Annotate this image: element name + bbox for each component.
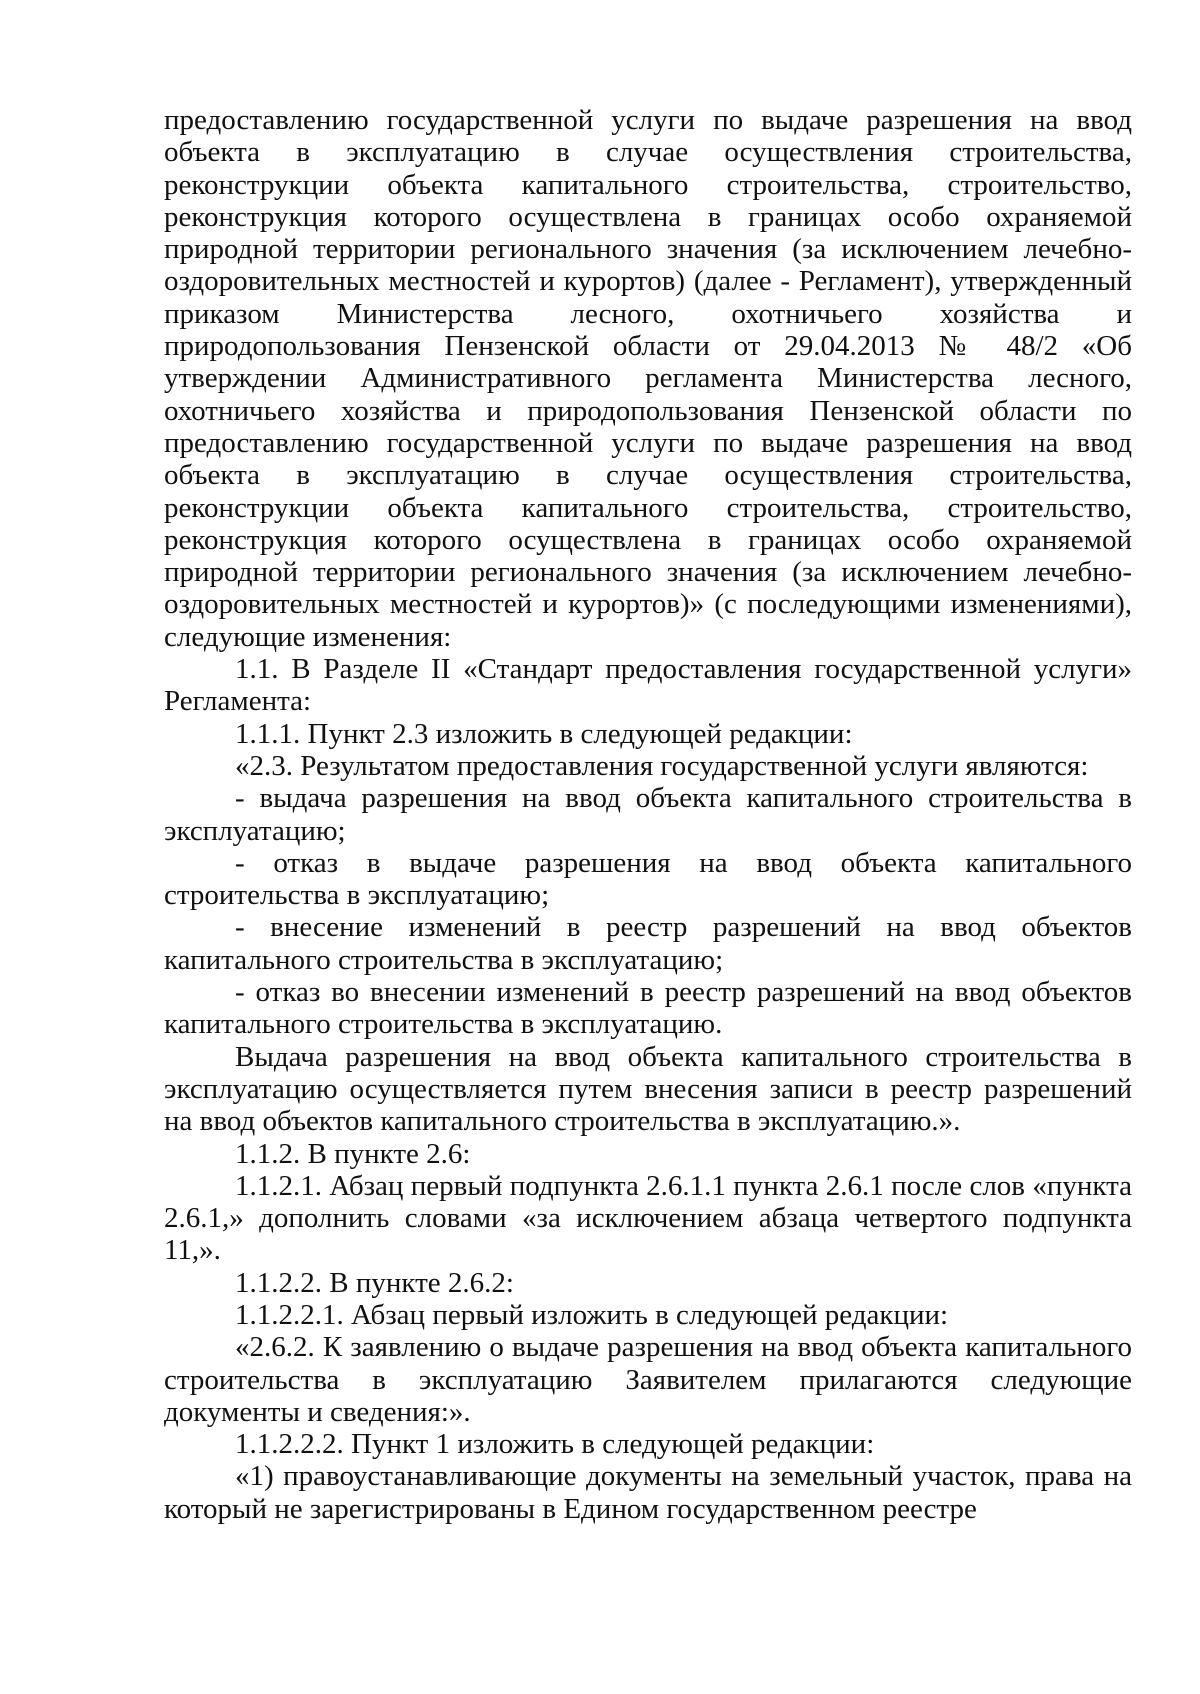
paragraph-permit-issuance: Выдача разрешения на ввод объекта капитального строительства в эксплуатацию осуществляется путем внесения записи в реестр разрешений на ввод объектов капитального строительства в эксплуатацию.». bbox=[164, 1040, 1132, 1138]
paragraph-1-1-2-1: 1.1.2.1. Абзац первый подпункта 2.6.1.1 пункта 2.6.1 после слов «пункта 2.6.1,» дополнить словами «за исключением абзаца четвертого подпункта 11,». bbox=[164, 1169, 1132, 1267]
list-item-refusal-registry-changes: - отказ во внесении изменений в реестр разрешений на ввод объектов капитального строительства в эксплуатацию. bbox=[164, 976, 1132, 1041]
paragraph-2-3: «2.3. Результатом предоставления государственной услуги являются: bbox=[235, 749, 1089, 782]
list-item-issue-permit: - выдача разрешения на ввод объекта капитального строительства в эксплуатацию; bbox=[164, 782, 1132, 847]
paragraph-1-1-2-2-1: 1.1.2.2.1. Абзац первый изложить в следующей редакции: bbox=[235, 1298, 949, 1331]
paragraph-1-1: 1.1. В Разделе II «Стандарт предоставления государственной услуги» Регламента: bbox=[164, 653, 1132, 718]
paragraph-1-1-2-2: 1.1.2.2. В пункте 2.6.2: bbox=[235, 1266, 514, 1299]
paragraph-intro: предоставлению государственной услуги по выдаче разрешения на ввод объекта в эксплуатацию в случае осуществления строительства, реконструкции объекта капитального строительства, строительство, реконструкция которого осуществлена в границах особо охраняемой природной территории регионального значения (за исключением лечебно-оздоровительных местностей и курортов) (далее - Регламент), утвержденный приказом Министерства лесного, охотничьего хозяйства и природопользования Пензенской области от 29.04.2013 № 48/2 «Об утверждении Административного регламента Министерства лесного, охотничьего хозяйства и природопользования Пензенской области по предоставлению государственной услуги по выдаче разрешения на ввод объекта в эксплуатацию в случае осуществления строительства, реконструкции объекта капитального строительства, строительство, реконструкция которого осуществлена в границах особо охраняемой природной территории регионального значения (за исключением лечебно-оздоровительных местностей и курортов)» (с последующими изменениями), следующие изменения: bbox=[164, 104, 1132, 653]
paragraph-1-1-2-2-2: 1.1.2.2.2. Пункт 1 изложить в следующей редакции: bbox=[235, 1428, 875, 1461]
paragraph-item-1: «1) правоустанавливающие документы на земельный участок, права на который не зарегистрированы в Едином государственном реестре bbox=[164, 1460, 1132, 1525]
list-item-registry-changes: - внесение изменений в реестр разрешений на ввод объектов капитального строительства в эксплуатацию; bbox=[164, 911, 1132, 976]
paragraph-2-6-2: «2.6.2. К заявлению о выдаче разрешения на ввод объекта капитального строительства в эксплуатацию Заявителем прилагаются следующие документы и сведения:». bbox=[164, 1331, 1132, 1428]
list-item-refusal-permit: - отказ в выдаче разрешения на ввод объекта капитального строительства в эксплуатацию; bbox=[164, 846, 1132, 912]
document-body bbox=[164, 104, 1132, 1525]
paragraph-1-1-2: 1.1.2. В пункте 2.6: bbox=[235, 1137, 471, 1170]
paragraph-1-1-1: 1.1.1. Пункт 2.3 изложить в следующей редакции: bbox=[235, 717, 853, 750]
